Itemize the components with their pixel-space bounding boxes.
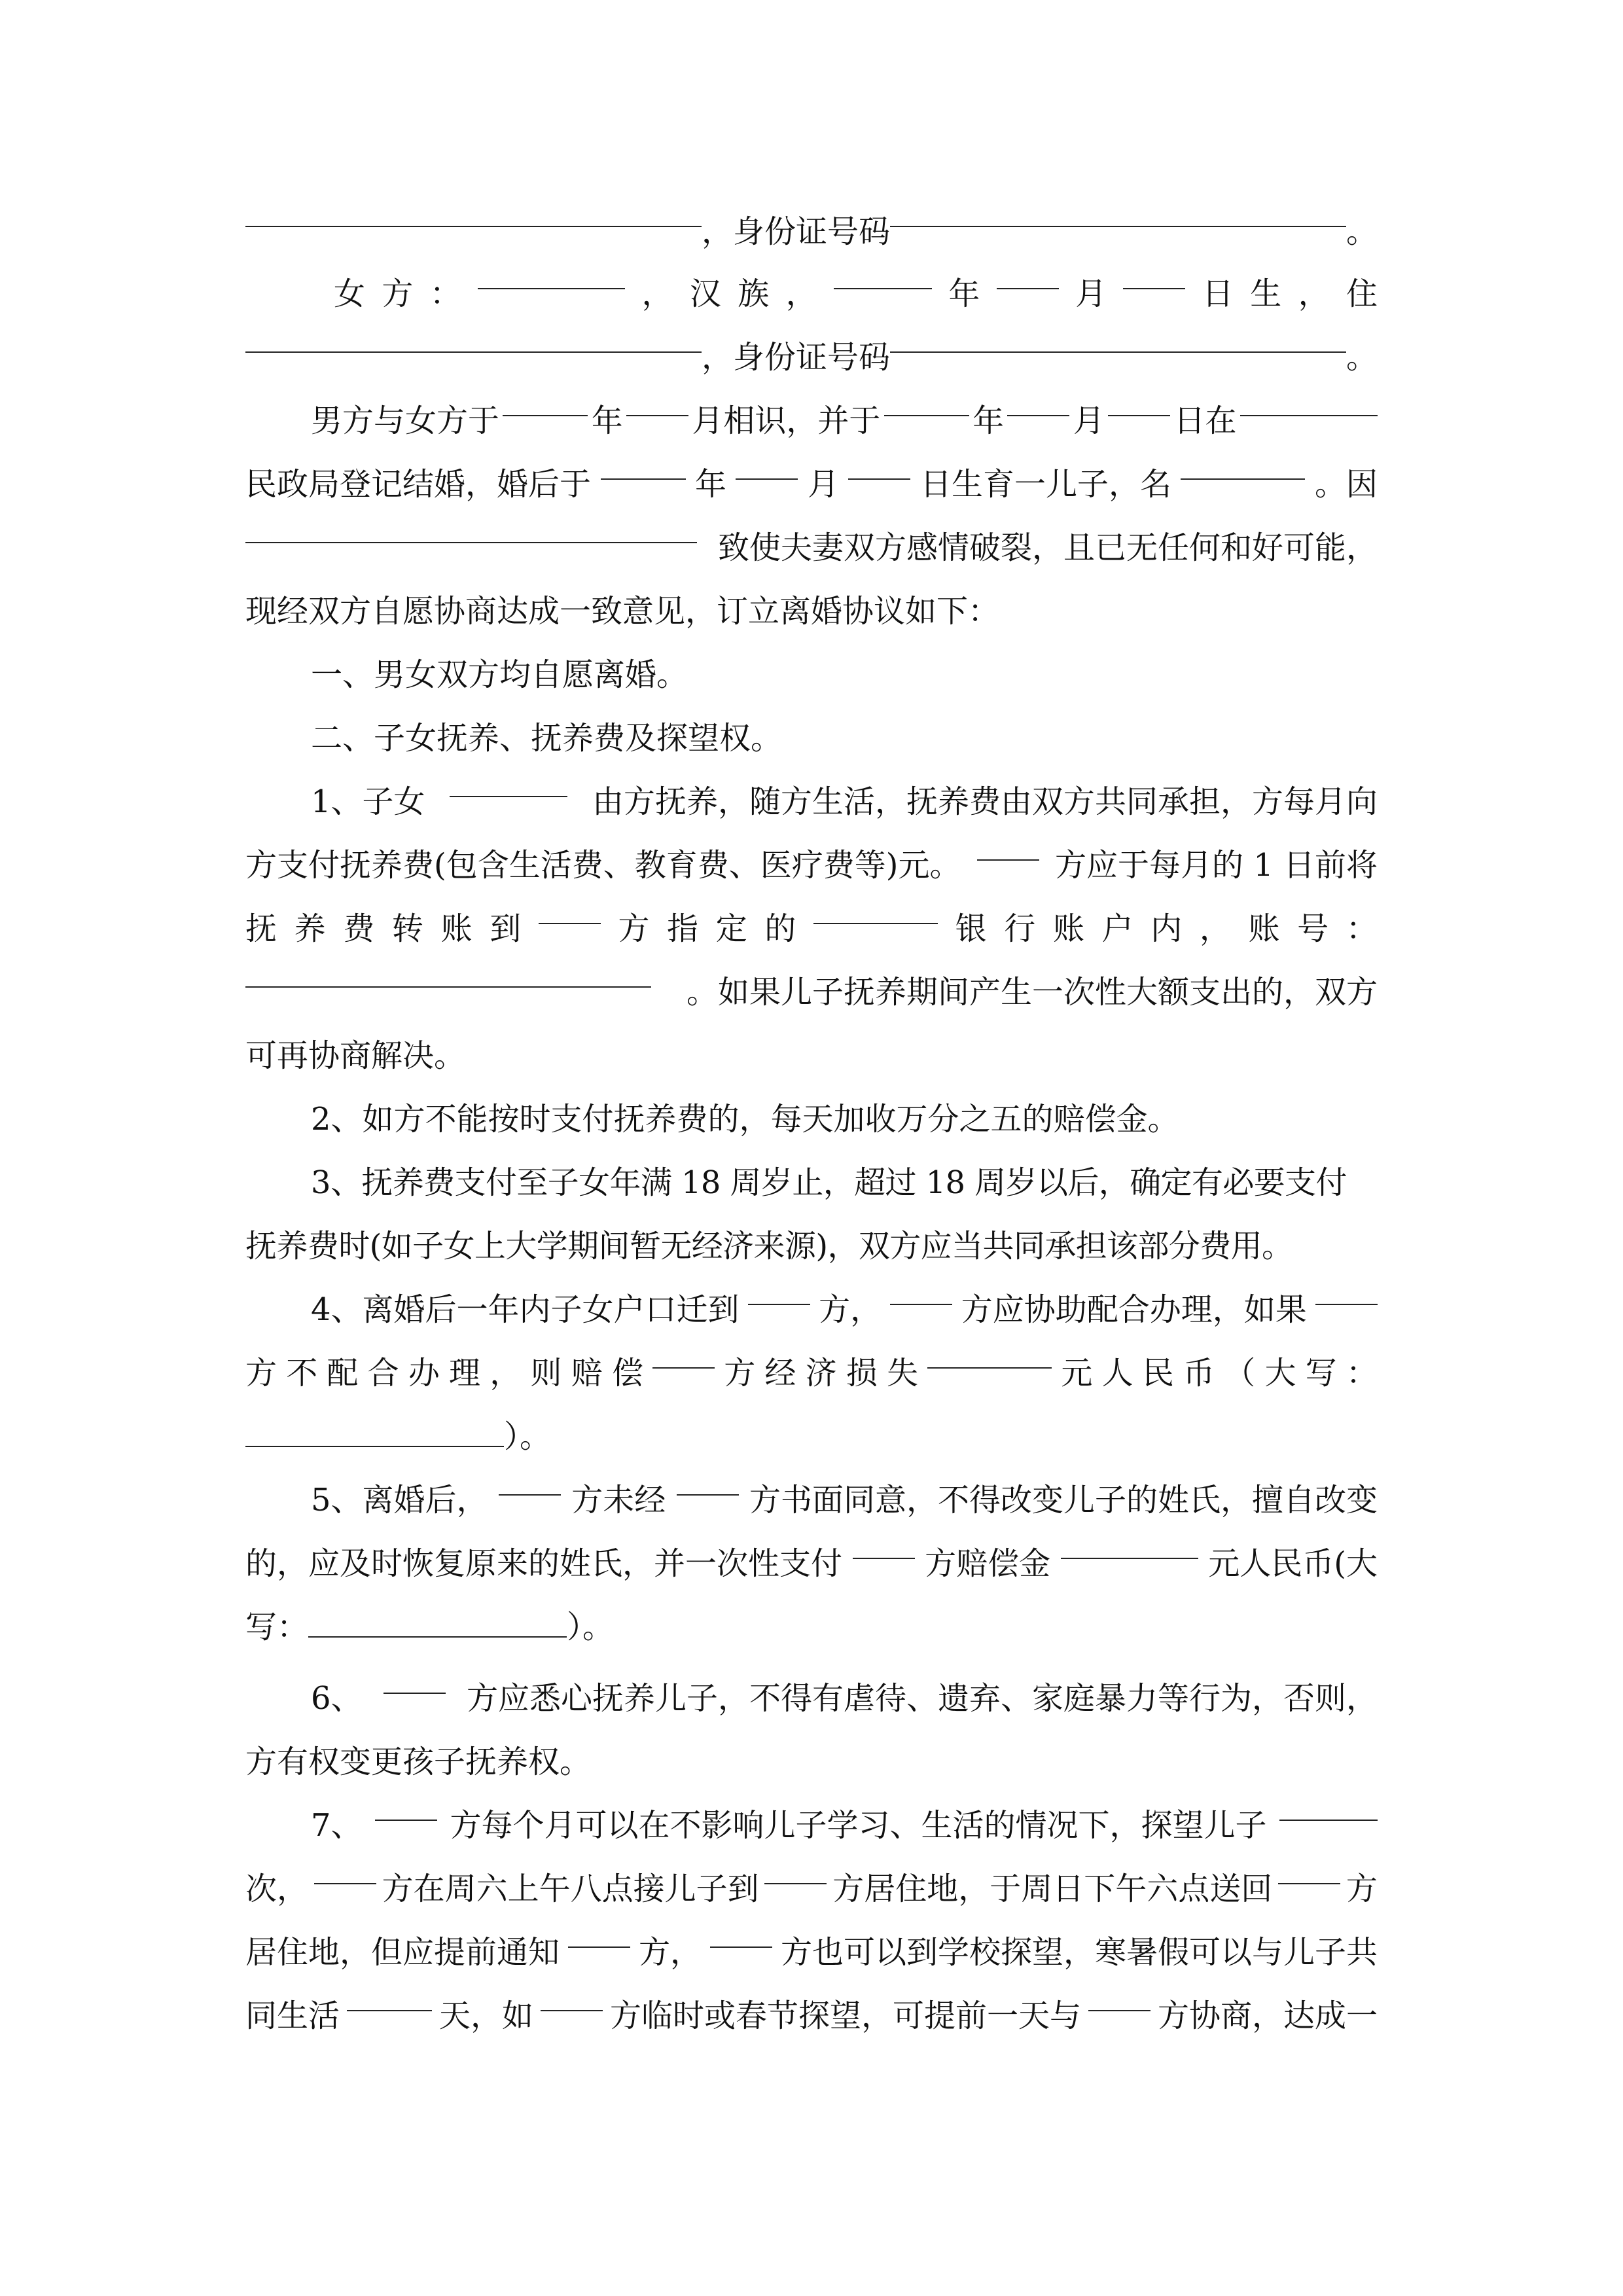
amount-in-words-blank[interactable] bbox=[245, 1420, 504, 1447]
year-blank[interactable] bbox=[503, 389, 588, 416]
bank-blank[interactable] bbox=[813, 897, 938, 924]
text: 。 bbox=[1346, 213, 1378, 250]
text: 月 bbox=[807, 466, 839, 503]
text: 年 bbox=[694, 466, 726, 503]
text: 理 bbox=[449, 1355, 481, 1391]
line-13 bbox=[245, 960, 1378, 1024]
text: 银 bbox=[955, 910, 987, 947]
text: 日 bbox=[1202, 276, 1234, 312]
text: 7、 bbox=[311, 1807, 363, 1844]
line-11 bbox=[245, 833, 1378, 897]
text: 的 bbox=[764, 910, 796, 947]
text: 方在周六上午八点接儿子到 bbox=[382, 1871, 759, 1907]
text: 女 bbox=[334, 276, 366, 312]
text: 年 bbox=[972, 403, 1005, 439]
line-29 bbox=[245, 1984, 1378, 2048]
text: 的，应及时恢复原来的姓氏，并一次性支付 bbox=[245, 1545, 843, 1582]
text: 方 bbox=[618, 910, 650, 947]
party-blank[interactable] bbox=[1278, 1857, 1340, 1884]
text: 元人民币(大 bbox=[1208, 1545, 1378, 1582]
month-blank[interactable] bbox=[1007, 389, 1069, 416]
text: 天，如 bbox=[438, 1998, 533, 2034]
line-1 bbox=[245, 200, 1378, 264]
text: 写： bbox=[245, 1609, 309, 1645]
text: 写 bbox=[1305, 1355, 1337, 1391]
day-blank[interactable] bbox=[1108, 389, 1170, 416]
text: 日在 bbox=[1173, 403, 1237, 439]
line-22 bbox=[245, 1532, 1378, 1596]
text: 办 bbox=[408, 1355, 440, 1391]
visit-count-blank[interactable] bbox=[1279, 1793, 1378, 1821]
text: 币 bbox=[1183, 1355, 1215, 1391]
text: 民 bbox=[1142, 1355, 1174, 1391]
text: ，身份证号码 bbox=[701, 213, 890, 250]
text: 方也可以到学校探望，寒暑假可以与儿子共 bbox=[780, 1934, 1378, 1971]
address-blank[interactable] bbox=[245, 200, 702, 227]
id-number-blank[interactable] bbox=[890, 200, 1346, 227]
text: 方 bbox=[724, 1355, 756, 1391]
text: 方赔偿金 bbox=[925, 1545, 1051, 1582]
text: 费 bbox=[343, 910, 375, 947]
line-20 bbox=[245, 1405, 1378, 1469]
text: ： bbox=[429, 276, 461, 312]
party-blank[interactable] bbox=[499, 1468, 561, 1496]
child-name-blank[interactable] bbox=[1181, 452, 1305, 480]
text: 方， bbox=[638, 1934, 702, 1971]
text: 户 bbox=[1101, 910, 1133, 947]
text: 居住地，但应提前通知 bbox=[245, 1934, 560, 1971]
text: 账 bbox=[1248, 910, 1280, 947]
text: 经 bbox=[764, 1355, 796, 1391]
line-27 bbox=[245, 1857, 1378, 1921]
party-blank[interactable] bbox=[375, 1793, 437, 1821]
line-6 bbox=[245, 516, 1378, 580]
text: 抚 bbox=[245, 910, 277, 947]
child-blank[interactable] bbox=[450, 770, 567, 797]
text: 不 bbox=[286, 1355, 318, 1391]
text: 偿 bbox=[611, 1355, 643, 1391]
text: 大 bbox=[1264, 1355, 1296, 1391]
text: 方每个月可以在不影响儿子学习、生活的情况下，探望儿子 bbox=[450, 1807, 1267, 1844]
text: 配 bbox=[327, 1355, 359, 1391]
text: 次， bbox=[245, 1871, 309, 1907]
address-blank[interactable] bbox=[245, 325, 702, 353]
amount-in-words-blank[interactable] bbox=[308, 1610, 567, 1638]
clause-2-2: 2、如方不能按时支付抚养费的，每天加收万分之五的赔偿金。 bbox=[311, 1101, 1179, 1138]
party-blank[interactable] bbox=[853, 1532, 915, 1559]
text: 方应悉心抚养儿子，不得有虐待、遗弃、家庭暴力等行为，否则， bbox=[466, 1680, 1378, 1717]
text: 。 bbox=[1346, 339, 1378, 376]
party-blank[interactable] bbox=[764, 1857, 827, 1884]
text: 方， bbox=[819, 1291, 882, 1328]
party-blank[interactable] bbox=[1315, 1278, 1378, 1305]
text: 4、离婚后一年内子女户口迁到 bbox=[311, 1291, 740, 1328]
text: 转 bbox=[391, 910, 423, 947]
line-18 bbox=[311, 1278, 1378, 1342]
text: 。如果儿子抚养期间产生一次性大额支出的，双方 bbox=[686, 974, 1378, 1011]
text: 月相识，并于 bbox=[692, 403, 881, 439]
text: ）。 bbox=[567, 1609, 615, 1645]
text: ， bbox=[785, 276, 817, 312]
line-3 bbox=[245, 325, 1378, 389]
month-blank[interactable] bbox=[997, 262, 1059, 289]
text: 同生活 bbox=[245, 1998, 340, 2034]
line-7: 现经双方自愿协商达成一致意见，订立离婚协议如下： bbox=[245, 593, 1000, 630]
line-14: 可再协商解决。 bbox=[245, 1037, 466, 1074]
text: 合 bbox=[367, 1355, 399, 1391]
party-blank[interactable] bbox=[314, 1857, 376, 1884]
text: 方书面同意，不得改变儿子的姓氏，擅自改变 bbox=[749, 1482, 1378, 1518]
text: 住 bbox=[1346, 276, 1378, 312]
account-number-blank[interactable] bbox=[245, 960, 651, 988]
text: ，身份证号码 bbox=[701, 339, 890, 376]
text: 月 bbox=[1075, 276, 1107, 312]
line-10 bbox=[311, 770, 1378, 834]
text: ， bbox=[641, 276, 673, 312]
day-blank[interactable] bbox=[848, 452, 910, 480]
location-blank[interactable] bbox=[1240, 389, 1378, 416]
text: 汉 bbox=[689, 276, 721, 312]
party-blank[interactable] bbox=[652, 1341, 715, 1369]
text: 月 bbox=[1073, 403, 1105, 439]
party-blank[interactable] bbox=[748, 1278, 810, 1305]
text: 账 bbox=[1052, 910, 1084, 947]
month-blank[interactable] bbox=[736, 452, 798, 480]
text: ）。 bbox=[504, 1418, 552, 1455]
text: 人 bbox=[1101, 1355, 1133, 1391]
line-21 bbox=[311, 1468, 1378, 1532]
text: ， bbox=[490, 1355, 522, 1391]
party-blank[interactable] bbox=[541, 1984, 603, 2011]
text: 方居住地，于周日下午六点送回 bbox=[832, 1871, 1273, 1907]
text: 方支付抚养费(包含生活费、教育费、医疗费等)元。 bbox=[245, 847, 961, 884]
text: 方协商，达成一 bbox=[1157, 1998, 1378, 2034]
text: 失 bbox=[887, 1355, 919, 1391]
line-17: 抚养费时(如子女上大学期间暂无经济来源)，双方应当共同承担该部分费用。 bbox=[245, 1228, 1293, 1265]
text: 6、 bbox=[311, 1680, 363, 1717]
days-blank[interactable] bbox=[347, 1984, 432, 2011]
line-12 bbox=[245, 897, 1378, 961]
year-blank[interactable] bbox=[601, 452, 686, 480]
text: ， bbox=[1298, 276, 1330, 312]
amount-blank[interactable] bbox=[1061, 1532, 1198, 1559]
clause-2-heading: 二、子女抚养、抚养费及探望权。 bbox=[311, 720, 783, 757]
line-23 bbox=[245, 1595, 1378, 1659]
text: ： bbox=[1346, 910, 1378, 947]
text: 养 bbox=[294, 910, 326, 947]
text: 行 bbox=[1004, 910, 1036, 947]
text: 济 bbox=[805, 1355, 837, 1391]
text: 到 bbox=[490, 910, 522, 947]
text: 号 bbox=[1297, 910, 1329, 947]
party-blank[interactable] bbox=[710, 1920, 772, 1948]
clause-2-3: 3、抚养费支付至子女年满 18 周岁止，超过 18 周岁以后，确定有必要支付 bbox=[311, 1164, 1347, 1201]
party-blank[interactable] bbox=[539, 897, 601, 924]
line-2 bbox=[334, 262, 1378, 326]
text: 方未经 bbox=[571, 1482, 666, 1518]
text: （ bbox=[1224, 1355, 1256, 1391]
year-blank[interactable] bbox=[884, 389, 969, 416]
text: 1、子女 bbox=[311, 783, 425, 820]
line-28 bbox=[245, 1920, 1378, 1984]
party-blank[interactable] bbox=[568, 1920, 630, 1948]
text: 族 bbox=[738, 276, 770, 312]
text: ， bbox=[1199, 910, 1231, 947]
party-blank[interactable] bbox=[383, 1666, 446, 1694]
text: 元 bbox=[1061, 1355, 1093, 1391]
text: 年 bbox=[948, 276, 980, 312]
text: 损 bbox=[846, 1355, 878, 1391]
text: 由方抚养，随方生活，抚养费由双方共同承担，方每月向 bbox=[592, 783, 1378, 820]
text: 。因 bbox=[1314, 466, 1378, 503]
text: ： bbox=[1346, 1355, 1378, 1391]
text: 5、离婚后， bbox=[311, 1482, 488, 1518]
line-24 bbox=[311, 1666, 1378, 1731]
line-4 bbox=[311, 389, 1378, 453]
reason-blank[interactable] bbox=[245, 516, 697, 543]
line-25: 方有权变更孩子抚养权。 bbox=[245, 1744, 592, 1780]
text: 定 bbox=[715, 910, 747, 947]
party-blank[interactable] bbox=[890, 1278, 952, 1305]
text: 则 bbox=[530, 1355, 562, 1391]
text: 民政局登记结婚，婚后于 bbox=[245, 466, 592, 503]
text: 方 bbox=[245, 1355, 277, 1391]
text: 方 bbox=[382, 276, 414, 312]
text: 内 bbox=[1150, 910, 1183, 947]
line-26 bbox=[311, 1793, 1378, 1857]
year-blank[interactable] bbox=[834, 262, 932, 289]
amount-blank[interactable] bbox=[927, 1341, 1052, 1369]
day-blank[interactable] bbox=[1123, 262, 1185, 289]
text: 生 bbox=[1250, 276, 1282, 312]
text: 致使夫妻双方感情破裂，且已无任何和好可能， bbox=[717, 529, 1378, 566]
clause-1: 一、男女双方均自愿离婚。 bbox=[311, 656, 688, 693]
text: 方 bbox=[1346, 1871, 1378, 1907]
party-blank[interactable] bbox=[1088, 1984, 1150, 2011]
month-blank[interactable] bbox=[626, 389, 688, 416]
party-blank[interactable] bbox=[977, 833, 1039, 861]
text: 日生育一儿子，名 bbox=[919, 466, 1171, 503]
text: 年 bbox=[591, 403, 623, 439]
id-number-blank[interactable] bbox=[890, 325, 1346, 353]
party-blank[interactable] bbox=[677, 1468, 739, 1496]
female-name-blank[interactable] bbox=[478, 262, 625, 289]
text: 男方与女方于 bbox=[311, 403, 500, 439]
text: 方临时或春节探望，可提前一天与 bbox=[609, 1998, 1081, 2034]
text: 指 bbox=[667, 910, 699, 947]
line-19 bbox=[245, 1341, 1378, 1405]
text: 账 bbox=[440, 910, 473, 947]
text: 方应协助配合办理，如果 bbox=[961, 1291, 1307, 1328]
text: 方应于每月的 1 日前将 bbox=[1054, 847, 1378, 884]
text: 赔 bbox=[571, 1355, 603, 1391]
line-5 bbox=[245, 452, 1378, 516]
